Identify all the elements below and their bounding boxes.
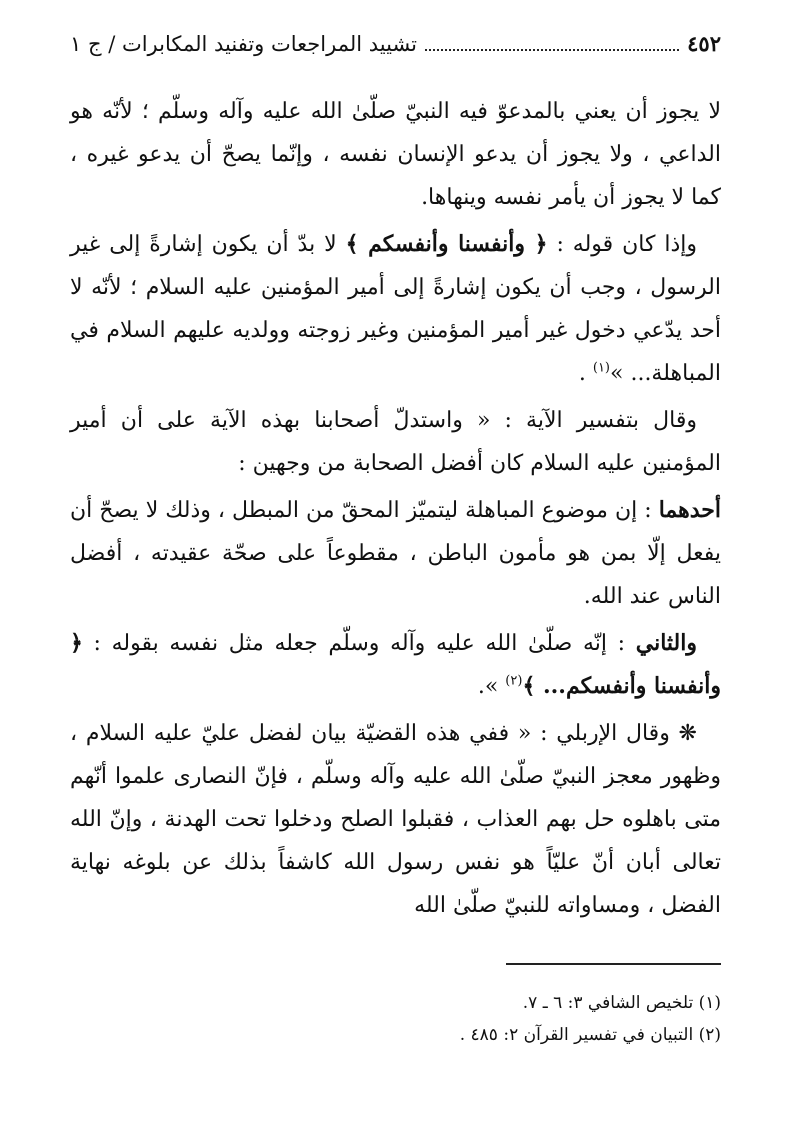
paragraph-5 [70, 622, 721, 708]
p2-end: . [578, 361, 593, 386]
p5-end: ». [477, 674, 506, 699]
footnote-ref-1: (١) [592, 360, 610, 376]
paragraph-1: لا يجوز أن يعني بالمدعوّ فيه النبيّ صلّىٰ الله عليه وآله وسلّم ؛ لأنّه هو الداعي ، ولا يجوز أن يدعو الإنسان نفسه ، وإنّما يصحّ أن يدعو غيره ، كما لا يجوز أن يأمر نفسه وينهاها. [70, 99, 721, 210]
footnotes [70, 987, 721, 1051]
footnote-1: (١) تلخيص الشافي ٣: ٦ ـ ٧. [522, 993, 721, 1013]
paragraph-6: ❋ وقال الإربلي : « ففي هذه القضيّة بيان لفضل عليّ عليه السلام ، وظهور معجز النبيّ صلّىٰ الله عليه وآله وسلّم ، فإنّ النصارى علموا أنّهم متى باهلوه حل بهم العذاب ، فقبلوا الصلح ودخلوا تحت الهدنة ، وإنّ الله تعالى أبان أنّ عليّاً هو نفس رسول الله كاشفاً بذلك عن بلوغه نهاية الفضل ، ومساواته للنبيّ صلّىٰ الله [70, 721, 721, 918]
paragraph-3: وقال بتفسير الآية : « واستدلّ أصحابنا بهذه الآية على أن أمير المؤمنين عليه السلام كان أفضل الصحابة من وجهين : [70, 408, 721, 476]
p5-lead: والثاني [635, 630, 697, 656]
p4-lead: أحدهما [658, 497, 721, 523]
p4-text: : إن موضوع المباهلة ليتميّز المحقّ من المبطل ، وذلك لا يصحّ أن يفعل إلّا بمن هو مأمون الباطن ، مقطوعاً على صحّة عقيدته ، أفضل الناس عند الله. [70, 498, 721, 609]
paragraph-2 [70, 223, 721, 395]
p2-quranic-quote: ﴿ وأنفسنا وأنفسكم ﴾ [345, 231, 548, 257]
footnote-separator [506, 963, 721, 965]
page-header [70, 30, 721, 60]
p2-before: وإذا كان قوله : [547, 232, 697, 257]
running-title: تشييد المراجعات وتفنيد المكابرات / ج ١ [70, 32, 418, 56]
p5-text: : إنّه صلّىٰ الله عليه وآله وسلّم جعله مثل نفسه بقوله : [82, 631, 636, 656]
p5-quranic-quote: ﴿ وأنفسنا وأنفسكم... ﴾ [70, 630, 721, 699]
page-number: ٤٥٢ [687, 31, 721, 56]
footnote-2: (٢) التبيان في تفسير القرآن ٢: ٤٨٥ . [459, 1025, 721, 1045]
paragraph-4 [70, 489, 721, 618]
header-dotted-leader [425, 49, 679, 51]
footnote-ref-2: (٢) [505, 673, 523, 689]
page-body [70, 90, 721, 927]
p2-after: لا بدّ أن يكون إشارةً إلى غير الرسول ، وجب أن يكون إشارةً إلى أمير المؤمنين عليه السلام ؛ لأنّه لا أحد يدّعي دخول غير أمير المؤمنين وغير زوجته وولديه عليهم السلام في المباهلة... » [70, 232, 721, 386]
